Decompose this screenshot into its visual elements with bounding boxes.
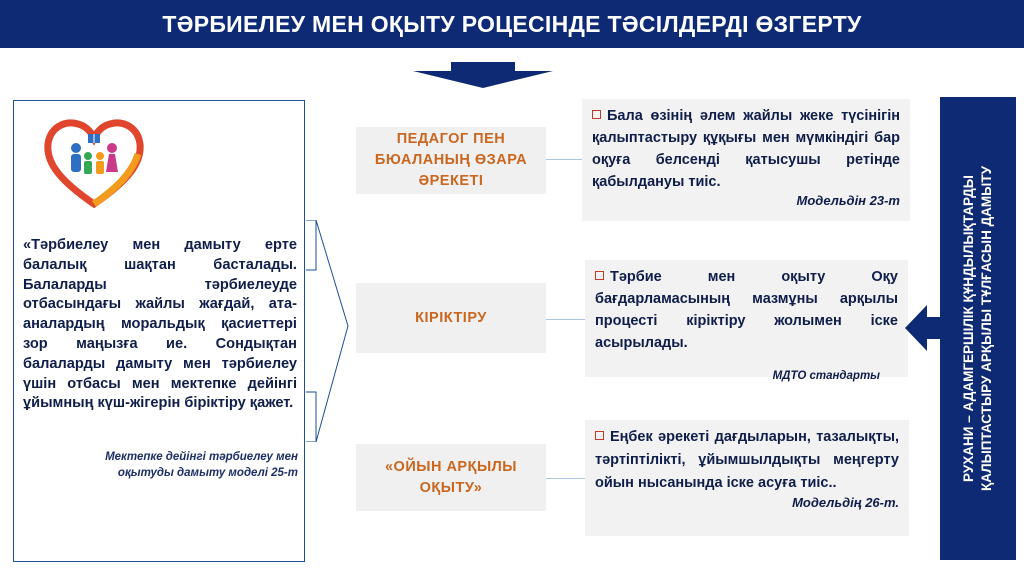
heading-label: КІРІКТІРУ <box>415 309 487 326</box>
description-source: МДТО стандарты <box>772 370 880 382</box>
approach-heading-integration <box>356 283 546 353</box>
side-banner-text: РУХАНИ – АДАМГЕРШІЛІК ҚҰНДЫЛЫҚТАРДЫ ҚАЛЫПТАСТЫРУ АРҚЫЛЫ ТҰЛҒАСЫН ДАМЫТУ <box>961 165 994 492</box>
description-card <box>585 260 908 382</box>
description-text: Бала өзінің әлем жайлы жеке түсінігін қалыптастыру құқығы мен мүмкіндігі бар оқуға белсенді қатысушы ретінде қабылдануы тиіс. <box>592 108 900 190</box>
description-source: Модельдін 23-т <box>796 193 900 208</box>
description-text: Тәрбие мен оқыту Оқу бағдарламасының мазмұны арқылы процесті кіріктіру жолымен іске асырылады. <box>595 269 898 351</box>
description-source: Модельдің 26-т. <box>792 495 899 510</box>
down-arrow-icon <box>413 62 553 88</box>
description-text: Еңбек әрекеті дағдыларын, тазалықты, тәртіптілікті, ұйымшылдықты меңгерту ойын нысанында іске асуға тиіс.. <box>595 429 899 491</box>
approach-heading-play <box>356 444 546 511</box>
bullet-icon <box>595 271 604 280</box>
heading-label: «ОЙЫН АРҚЫЛЫ ОҚЫТУ» <box>384 458 518 496</box>
bullet-icon <box>595 431 604 440</box>
bullet-icon <box>592 110 601 119</box>
family-heart-logo-icon <box>42 118 146 208</box>
connector-line <box>546 319 586 320</box>
left-arrow-icon <box>905 305 943 351</box>
quote-text: «Тәрбиелеу мен дамыту ерте балалық шақтан басталады. Балаларды тәрбиелеуде отбасындағы жайлы жағдай, ата-аналардың моральдық қасиеттері зор маңызға ие. Сондықтан балаларды дамыту мен тәрбиелеу үшін отбасы мен мектепке дейінгі ұйымның күш-жігерін біріктіру қажет. <box>23 237 297 412</box>
brace-connector <box>300 220 360 442</box>
connector-line <box>546 478 586 479</box>
approach-heading-interaction <box>356 127 546 194</box>
description-card <box>585 420 909 536</box>
title-bar <box>0 0 1024 48</box>
description-card <box>582 99 910 221</box>
connector-line <box>546 159 584 160</box>
quote-source: Мектепке дейінгі тәрбиелеу мен оқытуды дамыту моделі 25-т <box>105 451 298 479</box>
heading-label: ПЕДАГОГ ПЕН БЮАЛАНЫҢ ӨЗАРА ӘРЕКЕТІ <box>374 131 528 189</box>
page-title: ТӘРБИЕЛЕУ МЕН ОҚЫТУ РОЦЕСІНДЕ ТӘСІЛДЕРДІ ӨЗГЕРТУ <box>162 10 862 37</box>
side-banner <box>940 97 1016 560</box>
